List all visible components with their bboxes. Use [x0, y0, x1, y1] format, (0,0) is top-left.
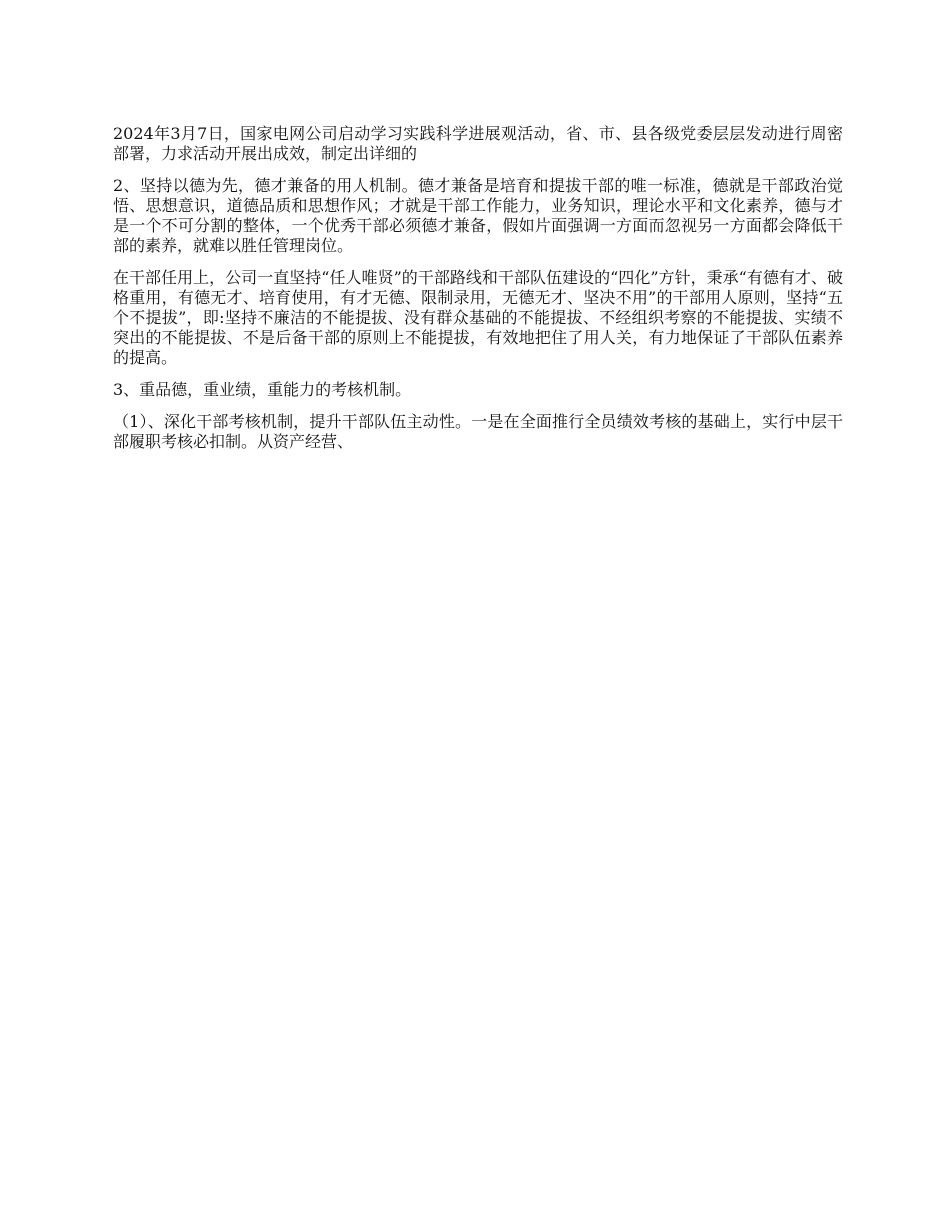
paragraph-intro: 2024年3月7日，国家电网公司启动学习实践科学进展观活动，省、市、县各级党委层层发动进行周密部署，力求活动开展出成效，制定出详细的: [113, 124, 843, 163]
paragraph-moral-talent: 2、坚持以德为先，德才兼备的用人机制。德才兼备是培育和提拔干部的唯一标准，德就是干部政治觉悟、思想意识，道德品质和思想作风；才就是干部工作能力，业务知识，理论水平和文化素养，德与才是一个不可分割的整体，一个优秀干部必须德才兼备，假如片面强调一方面而忽视另一方面都会降低干部的素养，就难以胜任管理岗位。: [113, 176, 843, 255]
paragraph-assessment-detail: （1）、深化干部考核机制，提升干部队伍主动性。一是在全面推行全员绩效考核的基础上，实行中层干部履职考核必扣制。从资产经营、: [113, 412, 843, 451]
paragraph-appointment: 在干部任用上，公司一直坚持“任人唯贤”的干部路线和干部队伍建设的“四化”方针，秉承“有德有才、破格重用，有德无才、培育使用，有才无德、限制录用，无德无才、坚决不用”的干部用人原则，坚持“五个不提拔”，即:坚持不廉洁的不能提拔、没有群众基础的不能提拔、不经组织考察的不能提拔、实绩不突出的不能提拔、不是后备干部的原则上不能提拔，有效地把住了用人关，有力地保证了干部队伍素养的提高。: [113, 268, 843, 367]
document-body: [113, 124, 843, 464]
paragraph-assessment-heading: 3、重品德，重业绩，重能力的考核机制。: [113, 380, 412, 399]
